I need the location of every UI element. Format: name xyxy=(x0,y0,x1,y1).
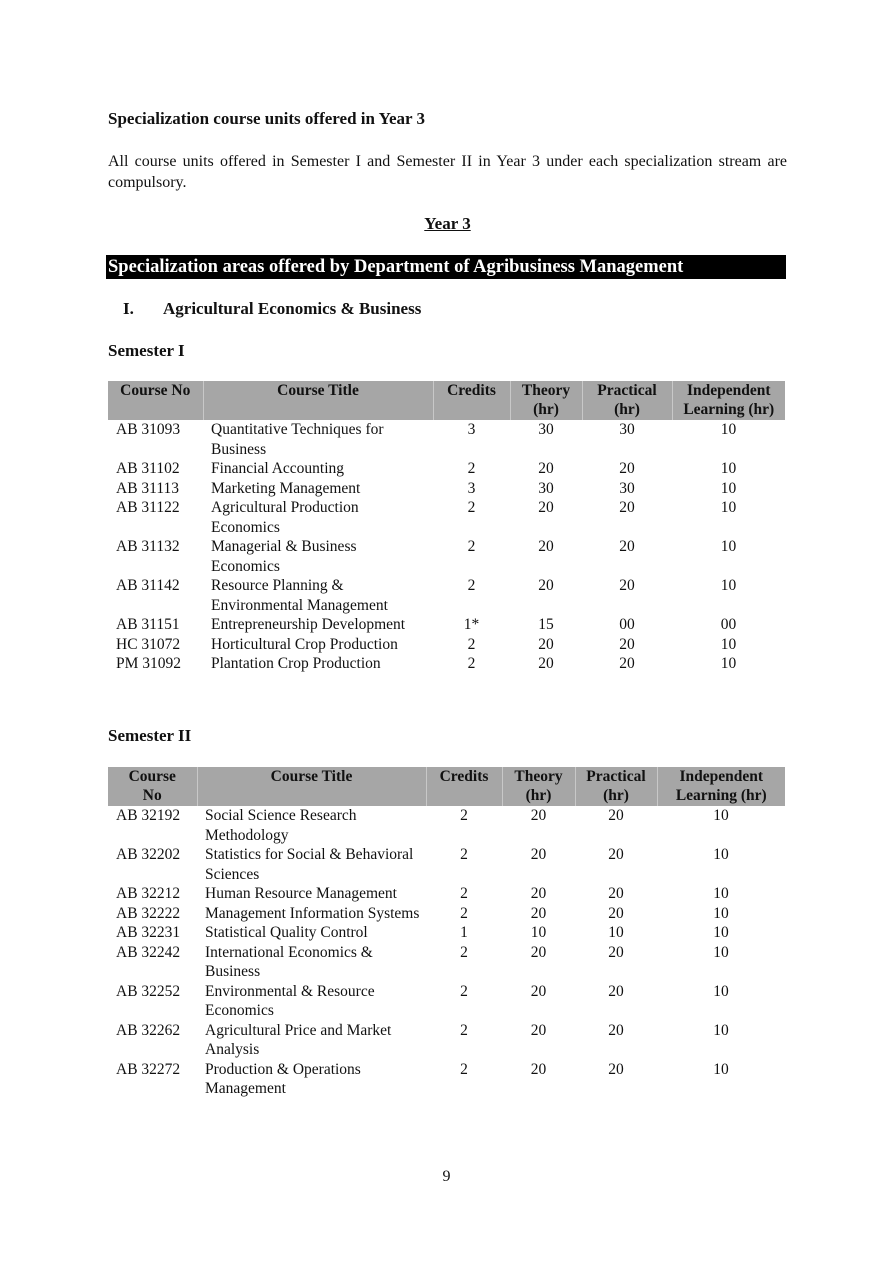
theory-hours-cell: 20 xyxy=(538,460,554,477)
practical-hours-cell: 20 xyxy=(608,885,624,902)
course-no-cell: AB 32222 xyxy=(116,904,181,922)
credits-cell: 2 xyxy=(460,1060,468,1078)
practical-hours-cell: 30 xyxy=(619,479,635,497)
course-no-cell: HC 31072 xyxy=(116,635,181,653)
independent-hours-cell: 10 xyxy=(713,846,729,863)
course-title-cell: Entrepreneurship Development xyxy=(211,616,406,633)
theory-hours-cell: 30 xyxy=(538,479,554,497)
header-credits: Credits xyxy=(433,381,510,420)
table-row xyxy=(108,615,785,635)
theory-hours-cell: 20 xyxy=(530,982,547,1000)
course-no-cell: AB 31122 xyxy=(116,499,180,516)
semester-1-table xyxy=(108,381,785,674)
independent-hours-cell: 10 xyxy=(720,577,737,594)
course-no-cell: AB 32242 xyxy=(116,943,181,961)
header-course-no: Course No xyxy=(108,381,203,420)
practical-hours-cell: 20 xyxy=(619,460,635,477)
theory-hours-cell: 20 xyxy=(538,499,554,516)
practical-hours-cell: 10 xyxy=(608,924,624,941)
stream-name: Agricultural Economics & Business xyxy=(163,299,422,318)
independent-hours-cell: 10 xyxy=(713,943,729,961)
table-row xyxy=(108,1060,785,1099)
credits-cell: 2 xyxy=(460,904,468,922)
course-title-cell: Human Resource Management xyxy=(205,885,397,902)
course-no-cell: AB 31142 xyxy=(116,577,180,594)
table-row xyxy=(108,479,785,499)
table-row xyxy=(108,982,785,1021)
theory-hours-cell: 20 xyxy=(530,807,547,824)
course-no-cell: AB 31151 xyxy=(116,616,180,633)
theory-hours-cell: 20 xyxy=(538,538,554,555)
table-row xyxy=(108,845,785,884)
course-no-cell: AB 32212 xyxy=(116,885,181,902)
table-row xyxy=(108,1021,785,1060)
course-no-cell: AB 32192 xyxy=(116,807,181,824)
course-title-cell: International Economics & Business xyxy=(205,943,373,980)
semester-1-title: Semester I xyxy=(108,341,185,360)
credits-cell: 1* xyxy=(463,616,480,633)
header-theory: Theory (hr) xyxy=(510,381,582,420)
credits-cell: 3 xyxy=(467,421,476,438)
intro-paragraph: All course units offered in Semester I and Semester II in Year 3 under each specialization stream are compulsory. xyxy=(108,153,787,191)
header-credits: Credits xyxy=(426,767,502,806)
table-row xyxy=(108,635,785,655)
course-no-cell: AB 32252 xyxy=(116,982,181,1000)
course-title-cell: Production & Operations Management xyxy=(205,1060,361,1097)
independent-hours-cell: 10 xyxy=(720,499,737,516)
course-no-cell: AB 31093 xyxy=(116,421,181,438)
practical-hours-cell: 20 xyxy=(619,499,635,516)
course-no-cell: AB 31132 xyxy=(116,538,180,555)
table-row xyxy=(108,420,785,459)
practical-hours-cell: 20 xyxy=(619,635,635,653)
credits-cell: 2 xyxy=(460,943,468,961)
table-row xyxy=(108,459,785,479)
header-theory: Theory (hr) xyxy=(502,767,575,806)
table-row xyxy=(108,884,785,904)
header-course-no: Course No xyxy=(108,767,197,806)
independent-hours-cell: 00 xyxy=(720,616,737,633)
theory-hours-cell: 20 xyxy=(538,635,554,653)
course-title-cell: Statistics for Social & Behavioral Sciences xyxy=(205,846,414,883)
theory-hours-cell: 20 xyxy=(530,943,547,961)
course-no-cell: AB 31102 xyxy=(116,460,180,477)
stream-title xyxy=(123,299,421,319)
course-title-cell: Agricultural Price and Market Analysis xyxy=(205,1021,392,1058)
theory-hours-cell: 15 xyxy=(538,616,554,633)
section-heading: Specialization course units offered in Year 3 xyxy=(108,109,425,128)
course-title-cell: Managerial & Business Economics xyxy=(211,538,357,575)
course-title-cell: Financial Accounting xyxy=(211,460,345,477)
theory-hours-cell: 20 xyxy=(530,846,547,863)
theory-hours-cell: 30 xyxy=(538,421,554,438)
credits-cell: 2 xyxy=(467,460,476,477)
course-no-cell: AB 32262 xyxy=(116,1021,181,1039)
table-row xyxy=(108,576,785,615)
theory-hours-cell: 20 xyxy=(530,904,547,922)
table-row xyxy=(108,537,785,576)
header-independent-learning: Independent Learning (hr) xyxy=(657,767,785,806)
practical-hours-cell: 20 xyxy=(608,943,624,961)
credits-cell: 2 xyxy=(460,807,468,824)
credits-cell: 2 xyxy=(460,982,468,1000)
header-independent-learning: Independent Learning (hr) xyxy=(672,381,785,420)
header-practical: Practical (hr) xyxy=(582,381,672,420)
semester-2-table xyxy=(108,767,785,1099)
independent-hours-cell: 10 xyxy=(713,904,729,922)
stream-number: I. xyxy=(123,299,134,318)
course-no-cell: AB 31113 xyxy=(116,479,180,497)
independent-hours-cell: 10 xyxy=(713,982,729,1000)
theory-hours-cell: 20 xyxy=(538,655,554,672)
course-no-cell: AB 32231 xyxy=(116,924,181,941)
credits-cell: 2 xyxy=(467,538,476,555)
practical-hours-cell: 20 xyxy=(608,1060,624,1078)
independent-hours-cell: 10 xyxy=(720,460,737,477)
independent-hours-cell: 10 xyxy=(713,1060,729,1078)
theory-hours-cell: 20 xyxy=(530,1021,547,1039)
independent-hours-cell: 10 xyxy=(720,655,737,672)
course-title-cell: Resource Planning & Environmental Management xyxy=(211,577,388,614)
course-title-cell: Marketing Management xyxy=(211,479,361,497)
semester-2-title: Semester II xyxy=(108,726,192,745)
practical-hours-cell: 20 xyxy=(619,577,635,594)
credits-cell: 3 xyxy=(467,479,476,497)
independent-hours-cell: 10 xyxy=(720,635,737,653)
theory-hours-cell: 20 xyxy=(530,1060,547,1078)
course-title-cell: Environmental & Resource Economics xyxy=(205,982,375,1019)
table-row xyxy=(108,654,785,674)
table-header-row xyxy=(108,767,785,806)
credits-cell: 2 xyxy=(460,885,468,902)
theory-hours-cell: 10 xyxy=(530,924,547,941)
independent-hours-cell: 10 xyxy=(720,421,737,438)
credits-cell: 1 xyxy=(460,924,468,941)
table-row xyxy=(108,498,785,537)
header-course-title: Course Title xyxy=(197,767,426,806)
header-course-title: Course Title xyxy=(203,381,433,420)
table-row xyxy=(108,904,785,924)
table-row xyxy=(108,943,785,982)
course-title-cell: Horticultural Crop Production xyxy=(211,635,398,653)
table-row xyxy=(108,806,785,845)
course-title-cell: Agricultural Production Economics xyxy=(211,499,359,536)
theory-hours-cell: 20 xyxy=(538,577,554,594)
course-title-cell: Quantitative Techniques for Business xyxy=(211,421,384,458)
course-title-cell: Statistical Quality Control xyxy=(205,924,368,941)
practical-hours-cell: 00 xyxy=(619,616,635,633)
department-banner: Specialization areas offered by Department of Agribusiness Management xyxy=(106,255,786,279)
credits-cell: 2 xyxy=(467,499,476,516)
table-row xyxy=(108,923,785,943)
independent-hours-cell: 10 xyxy=(720,538,737,555)
practical-hours-cell: 20 xyxy=(608,904,624,922)
page-number: 9 xyxy=(442,1168,451,1185)
header-practical: Practical (hr) xyxy=(575,767,657,806)
practical-hours-cell: 20 xyxy=(608,807,624,824)
practical-hours-cell: 30 xyxy=(619,421,635,438)
credits-cell: 2 xyxy=(467,635,476,653)
practical-hours-cell: 20 xyxy=(608,846,624,863)
independent-hours-cell: 10 xyxy=(720,479,737,497)
year-title: Year 3 xyxy=(424,214,471,233)
course-title-cell: Plantation Crop Production xyxy=(211,655,381,672)
independent-hours-cell: 10 xyxy=(713,924,729,941)
credits-cell: 2 xyxy=(460,846,468,863)
course-title-cell: Management Information Systems xyxy=(205,904,420,922)
course-no-cell: AB 32202 xyxy=(116,846,181,863)
table-header-row xyxy=(108,381,785,420)
course-title-cell: Social Science Research Methodology xyxy=(205,807,357,844)
practical-hours-cell: 20 xyxy=(608,982,624,1000)
credits-cell: 2 xyxy=(467,577,476,594)
credits-cell: 2 xyxy=(460,1021,468,1039)
theory-hours-cell: 20 xyxy=(530,885,547,902)
independent-hours-cell: 10 xyxy=(713,807,729,824)
practical-hours-cell: 20 xyxy=(608,1021,624,1039)
practical-hours-cell: 20 xyxy=(619,538,635,555)
independent-hours-cell: 10 xyxy=(713,1021,729,1039)
independent-hours-cell: 10 xyxy=(713,885,729,902)
credits-cell: 2 xyxy=(467,655,476,672)
practical-hours-cell: 20 xyxy=(619,655,635,672)
course-no-cell: PM 31092 xyxy=(116,655,182,672)
course-no-cell: AB 32272 xyxy=(116,1060,181,1078)
